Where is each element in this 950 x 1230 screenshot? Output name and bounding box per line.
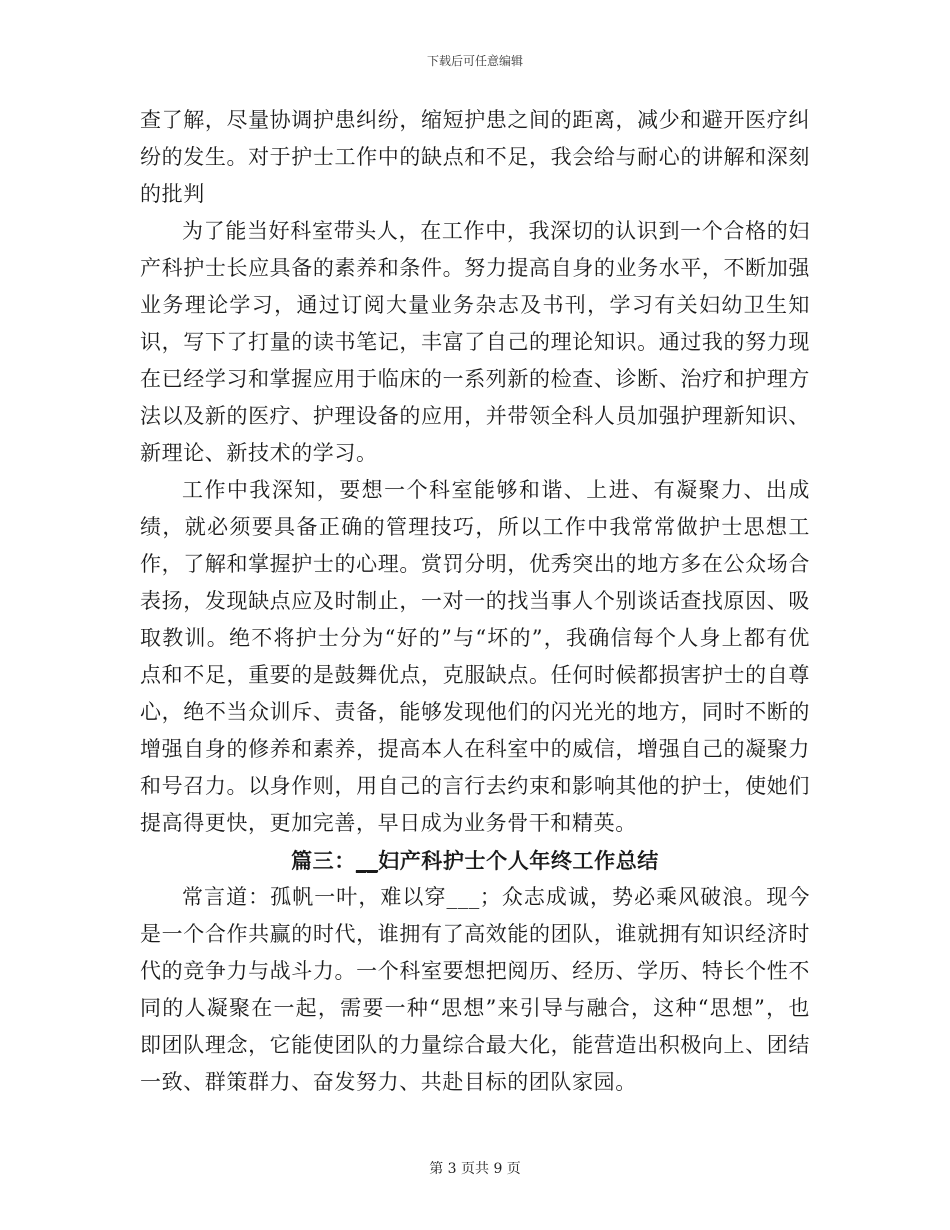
section-blank: __ bbox=[355, 848, 379, 873]
page-number: 第 3 页共 9 页 bbox=[429, 1161, 521, 1177]
paragraph-leadership: 为了能当好科室带头人，在工作中，我深切的认识到一个合格的妇产科护士长应具备的素养和条件。努力提高自身的业务水平，不断加强业务理论学习，通过订阅大量业务杂志及书刊，学习有关妇幼卫生知识，写下了打量的读书笔记，丰富了自己的理论知识。通过我的努力现在已经学习和掌握应用于临床的一系列新的检查、诊断、治疗和护理方法以及新的医疗、护理设备的应用，并带领全科人员加强护理新知识、新理论、新技术的学习。 bbox=[140, 219, 810, 465]
paragraph-management: 工作中我深知，要想一个科室能够和谐、上进、有凝聚力、出成绩，就必须要具备正确的管理技巧，所以工作中我常常做护士思想工作，了解和掌握护士的心理。赏罚分明，优秀突出的地方多在公众场合表扬，发现缺点应及时制止，一对一的找当事人个别谈话查找原因、吸取教训。绝不将护士分为“好的”与“坏的”，我确信每个人身上都有优点和不足，重要的是鼓舞优点，克服缺点。任何时候都损害护士的自尊心，绝不当众训斥、责备，能够发现他们的闪光光的地方，同时不断的增强自身的修养和素养，提高本人在科室中的威信，增强自己的凝聚力和号召力。以身作则，用自己的言行去约束和影响其他的护士，使她们提高得更快，更加完善，早日成为业务骨干和精英。 bbox=[140, 478, 810, 835]
paragraph-continuation: 查了解，尽量协调护患纠纷，缩短护患之间的距离，减少和避开医疗纠纷的发生。对于护士工作中的缺点和不足，我会给与耐心的讲解和深刻的批判 bbox=[140, 108, 810, 206]
section-title bbox=[140, 842, 810, 879]
document-body bbox=[140, 102, 810, 1101]
page-header: 下载后可任意编辑 bbox=[426, 54, 523, 68]
section-title-text: 妇产科护士个人年终工作总结 bbox=[378, 848, 659, 873]
paragraph-teamwork: 常言道：孤帆一叶，难以穿___；众志成诚，势必乘风破浪。现今是一个合作共赢的时代，谁拥有了高效能的团队，谁就拥有知识经济时代的竞争力与战斗力。一个科室要想把阅历、经历、学历、特长个性不同的人凝聚在一起，需要一种“思想”来引导与融合，这种“思想”，也即团队理念，它能使团队的力量综合最大化，能营造出积极向上、团结一致、群策群力、奋发努力、共赴目标的团队家园。 bbox=[140, 885, 810, 1094]
section-prefix: 篇三： bbox=[291, 848, 356, 873]
